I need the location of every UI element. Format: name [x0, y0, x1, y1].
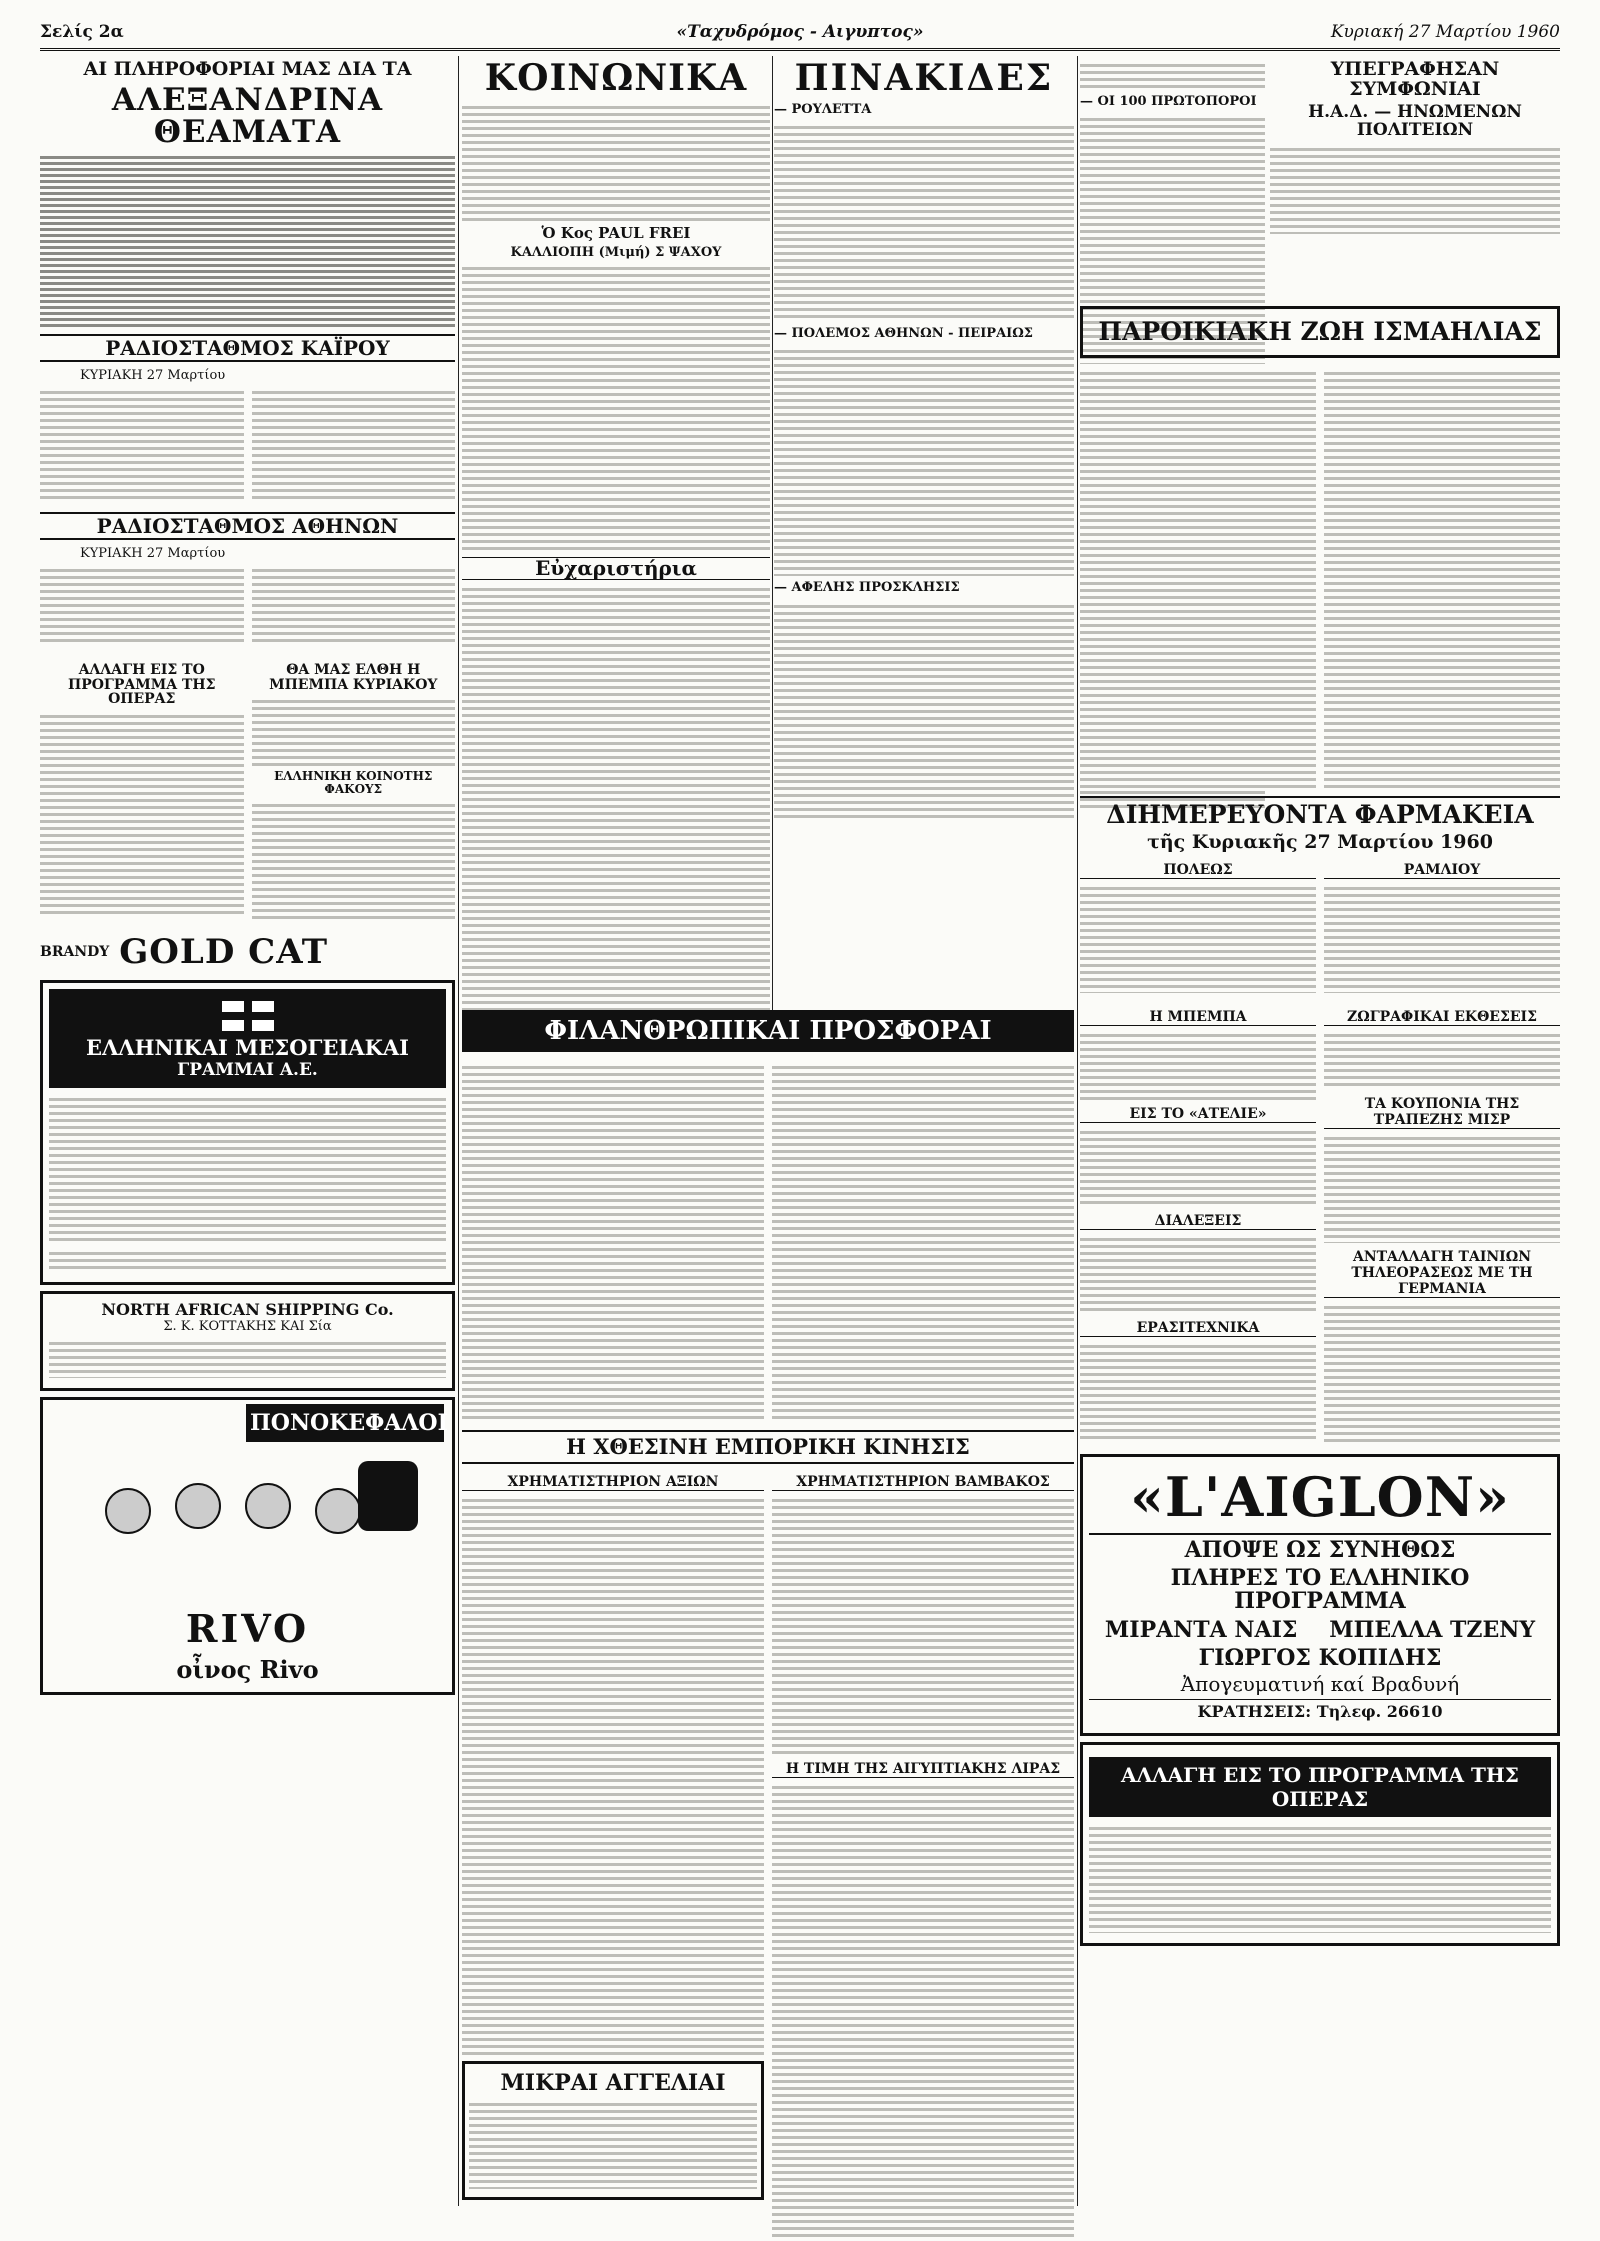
notices-title: ΠΙΝΑΚΙΔΕΣ: [794, 57, 1054, 99]
films-exchange-text: [1324, 1302, 1560, 1442]
lectures-title: ΔΙΑΛΕΞΕΙΣ: [1080, 1213, 1316, 1230]
agreements-text: [1270, 144, 1560, 234]
atelie-text: [1080, 1127, 1316, 1207]
sailing-schedule: [49, 1094, 446, 1244]
column-rule: [1077, 56, 1078, 2206]
social-name-1: Ὁ Κος PAUL FREI: [541, 223, 691, 242]
aiglon-times: Ἀπογευματινή καί Βραδυνή: [1180, 1671, 1460, 1696]
amateur-title: ΕΡΑΣΙΤΕΧΝΙΚΑ: [1080, 1320, 1316, 1337]
newspaper-title: «Ταχυδρόμος - Αιγυπτος»: [676, 22, 924, 42]
thanks-title: Εὐχαριστήρια: [462, 557, 770, 580]
roulette-text: [774, 122, 1074, 322]
cinema-listings: [40, 153, 455, 328]
shipping-banner: [49, 989, 446, 1088]
pharmacies-ramleh-label: ΡΑΜΛΙΟΥ: [1324, 862, 1560, 879]
page-number: Σελίς 2α: [40, 22, 124, 42]
top100-title: — ΟΙ 100 ΠΡΩΤΟΠΟΡΟΙ: [1080, 94, 1257, 109]
lectures-text: [1080, 1234, 1316, 1314]
aiglon-program: ΠΛΗΡΕΣ ΤΟ ΕΛΛΗΝΙΚΟ ΠΡΟΓΡΑΜΜΑ: [1170, 1564, 1470, 1614]
radio-athens-schedule-right: [252, 565, 456, 645]
aiglon-artists: [1089, 1617, 1551, 1643]
cotton-table: [772, 1495, 1074, 1755]
opera-change-title: ΑΛΛΑΓΗ ΕΙΣ ΤΟ ΠΡΟΓΡΑΜΜΑ ΤΗΣ ΟΠΕΡΑΣ: [67, 662, 216, 708]
radio-athens-schedule-left: [40, 565, 244, 645]
radio-cairo-schedule-left: [40, 387, 244, 502]
opera-change-text: [40, 711, 244, 916]
pharmacies-subtitle: τῆς Κυριακῆς 27 Μαρτίου 1960: [1147, 830, 1493, 853]
aiglon-phone: ΚΡΑΤΗΣΕΙΣ: Τηλεφ. 26610: [1089, 1699, 1551, 1721]
charity-text-left: [462, 1062, 764, 1422]
mpempa-note-title: Η ΜΠΕΜΠΑ: [1080, 1009, 1316, 1026]
aiglon-artist-2: ΜΠΕΛΛΑ ΤΖΕΝΥ: [1329, 1616, 1536, 1643]
shipping-title: ΕΛΛΗΝΙΚΑΙ ΜΕΣΟΓΕΙΑΚΑΙ: [86, 1034, 409, 1060]
shipping-agent-box: [40, 1291, 455, 1391]
classifieds-box: [462, 2061, 764, 2200]
stocks-title: ΧΡΗΜΑΤΙΣΤΗΡΙΟΝ ΑΞΙΩΝ: [462, 1474, 764, 1491]
rivo-tagline: οἶνος Rivo: [176, 1654, 319, 1684]
stocks-table: [462, 1495, 764, 2055]
athens-war-text: [774, 346, 1074, 576]
ismailia-title: ΠΑΡΟΙΚΙΑΚΗ ΖΩΗ ΙΣΜΑΗΛΙΑΣ: [1098, 317, 1542, 346]
roulette-title: — ΡΟΥΛΕΤΤΑ: [774, 101, 872, 117]
invitations-title: — ΑΦΕΛΗΣ ΠΡΟΣΚΛΗΣΙΣ: [774, 580, 960, 596]
fakos-text: [252, 800, 456, 920]
aiglon-tonight: ΑΠΟΨΕ ΩΣ ΣΥΝΗΘΩΣ: [1089, 1533, 1551, 1562]
notices-cont-text: [1080, 60, 1265, 90]
headache-title: ΠΟΝΟΚΕΦΑΛΟΙ: [246, 1404, 444, 1442]
ship-flag-icon: [218, 997, 278, 1035]
shipping-subtitle: ΓΡΑΜΜΑΙ Α.Ε.: [177, 1059, 318, 1080]
shipping-agent-addresses: [49, 1338, 446, 1378]
shows-headline-2: ΑΛΕΞΑΝΔΡΙΝΑ ΘΕΑΜΑΤΑ: [111, 81, 384, 151]
charity-text-right: [772, 1062, 1074, 1422]
rivo-illustration: [43, 1446, 452, 1606]
athens-war-title: — ΠΟΛΕΜΟΣ ΑΘΗΝΩΝ - ΠΕΙΡΑΙΩΣ: [774, 326, 1034, 342]
radio-cairo-day: ΚΥΡΙΑΚΗ 27 Μαρτίου: [80, 368, 226, 384]
cotton-title: ΧΡΗΜΑΤΙΣΤΗΡΙΟΝ ΒΑΜΒΑΚΟΣ: [772, 1474, 1074, 1491]
shipping-agent-sub: Σ. Κ. ΚΟΤΤΑΚΗΣ ΚΑΙ Σία: [163, 1318, 332, 1334]
mpempa-text: [252, 696, 456, 766]
brandy-ad: [40, 932, 455, 972]
center-lower-section: [462, 1010, 1074, 2205]
films-exchange-title: ΑΝΤΑΛΛΑΓΗ ΤΑΙΝΙΩΝ ΤΗΛΕΟΡΑΣΕΩΣ ΜΕ ΤΗ ΓΕΡΜΑΝΙΑ: [1324, 1249, 1560, 1298]
aiglon-artist-3: ΓΙΩΡΓΟΣ ΚΟΠΙΔΗΣ: [1198, 1644, 1442, 1671]
amateur-text: [1080, 1341, 1316, 1441]
opera-change-box: [1080, 1742, 1560, 1946]
misr-coupons-text: [1324, 1133, 1560, 1243]
opera-change-box-text: [1089, 1823, 1551, 1933]
painting-text: [1324, 1030, 1560, 1090]
ismailia-text-right: [1324, 368, 1560, 788]
social-news-title: ΚΟΙΝΩΝΙΚΑ: [484, 57, 748, 99]
rivo-brand: RIVO: [185, 1605, 310, 1651]
radio-athens-day: ΚΥΡΙΑΚΗ 27 Μαρτίου: [80, 546, 226, 562]
column-rule: [458, 56, 459, 2206]
rivo-ad: [40, 1397, 455, 1695]
radio-athens-header: ΡΑΔΙΟΣΤΑΘΜΟΣ ΑΘΗΝΩΝ: [40, 512, 455, 540]
aiglon-ad: [1080, 1454, 1560, 1735]
shows-headline: ΑΙ ΠΛΗΡΟΦΟΡΙΑΙ ΜΑΣ ΔΙΑ ΤΑ: [83, 58, 412, 80]
issue-date: Κυριακή 27 Μαρτίου 1960: [1330, 22, 1560, 42]
brandy-label: BRANDY: [40, 943, 110, 960]
shipping-route-note: [49, 1248, 446, 1272]
shipping-agent-name: NORTH AFRICAN SHIPPING Co.: [101, 1299, 394, 1319]
charity-title: ΦΙΛΑΝΘΡΩΠΙΚΑΙ ΠΡΟΣΦΟΡΑΙ: [462, 1010, 1074, 1052]
mpempa-note-text: [1080, 1030, 1316, 1100]
classifieds-title: ΜΙΚΡΑΙ ΑΓΓΕΛΙΑΙ: [500, 2070, 726, 2097]
shipping-ad: [40, 980, 455, 1285]
masthead: [40, 18, 1560, 51]
pharmacies-city-list: [1080, 883, 1316, 993]
painting-title: ΖΩΓΡΑΦΙΚΑΙ ΕΚΘΕΣΕΙΣ: [1324, 1009, 1560, 1026]
agreements-subtitle: Η.Α.Δ. — ΗΝΩΜΕΝΩΝ ΠΟΛΙΤΕΙΩΝ: [1308, 101, 1522, 140]
ismailia-text-left: [1080, 368, 1316, 788]
radio-cairo-header: ΡΑΔΙΟΣΤΑΘΜΟΣ ΚΑΪΡΟΥ: [40, 334, 455, 362]
misr-coupons-title: ΤΑ ΚΟΥΠΟΝΙΑ ΤΗΣ ΤΡΑΠΕΖΗΣ ΜΙΣΡ: [1324, 1096, 1560, 1129]
social-news-text-2: [462, 263, 770, 553]
atelie-title: ΕΙΣ ΤΟ «ΑΤΕΛΙΕ»: [1080, 1106, 1316, 1123]
brandy-name: GOLD CAT: [119, 931, 329, 972]
radio-cairo-schedule-right: [252, 387, 456, 502]
social-news-text: [462, 102, 770, 222]
aiglon-title: «L'AIGLON»: [1130, 1465, 1510, 1530]
classifieds-text: [469, 2099, 757, 2189]
fakos-title: ΕΛΛΗΝΙΚΗ ΚΟΙΝΟΤΗΣ ΦΑΚΟΥΣ: [274, 769, 433, 796]
pound-table: [772, 1782, 1074, 2237]
pharmacies-ramleh-list: [1324, 883, 1560, 993]
agreements-title: ΥΠΕΓΡΑΦΗΣΑΝ ΣΥΜΦΩΝΙΑΙ: [1330, 58, 1500, 100]
rivo-people-illustration: [68, 1451, 428, 1601]
invitations-text: [774, 601, 1074, 821]
column-1: [40, 56, 455, 2206]
pharmacies-title: ΔΙΗΜΕΡΕΥΟΝΤΑ ΦΑΡΜΑΚΕΙΑ: [1080, 796, 1560, 828]
pound-title: Η ΤΙΜΗ ΤΗΣ ΑΙΓΥΠΤΙΑΚΗΣ ΛΙΡΑΣ: [772, 1761, 1074, 1778]
pharmacies-city-label: ΠΟΛΕΩΣ: [1080, 862, 1316, 879]
aiglon-artist-1: ΜΙΡΑΝΤΑ ΝΑΙΣ: [1104, 1616, 1298, 1643]
ismailia-banner: [1080, 306, 1560, 358]
mpempa-title: ΘΑ ΜΑΣ ΕΛΘΗ Η ΜΠΕΜΠΑ ΚΥΡΙΑΚΟΥ: [269, 662, 438, 693]
opera-change-box-title: ΑΛΛΑΓΗ ΕΙΣ ΤΟ ΠΡΟΓΡΑΜΜΑ ΤΗΣ ΟΠΕΡΑΣ: [1089, 1757, 1551, 1817]
social-name-2: ΚΑΛΛΙΟΠΗ (Μιμή) Σ ΨΑΧΟΥ: [510, 244, 722, 260]
market-title: Η ΧΘΕΣΙΝΗ ΕΜΠΟΡΙΚΗ ΚΙΝΗΣΙΣ: [462, 1430, 1074, 1464]
column-4-lower: [1080, 300, 1560, 2206]
